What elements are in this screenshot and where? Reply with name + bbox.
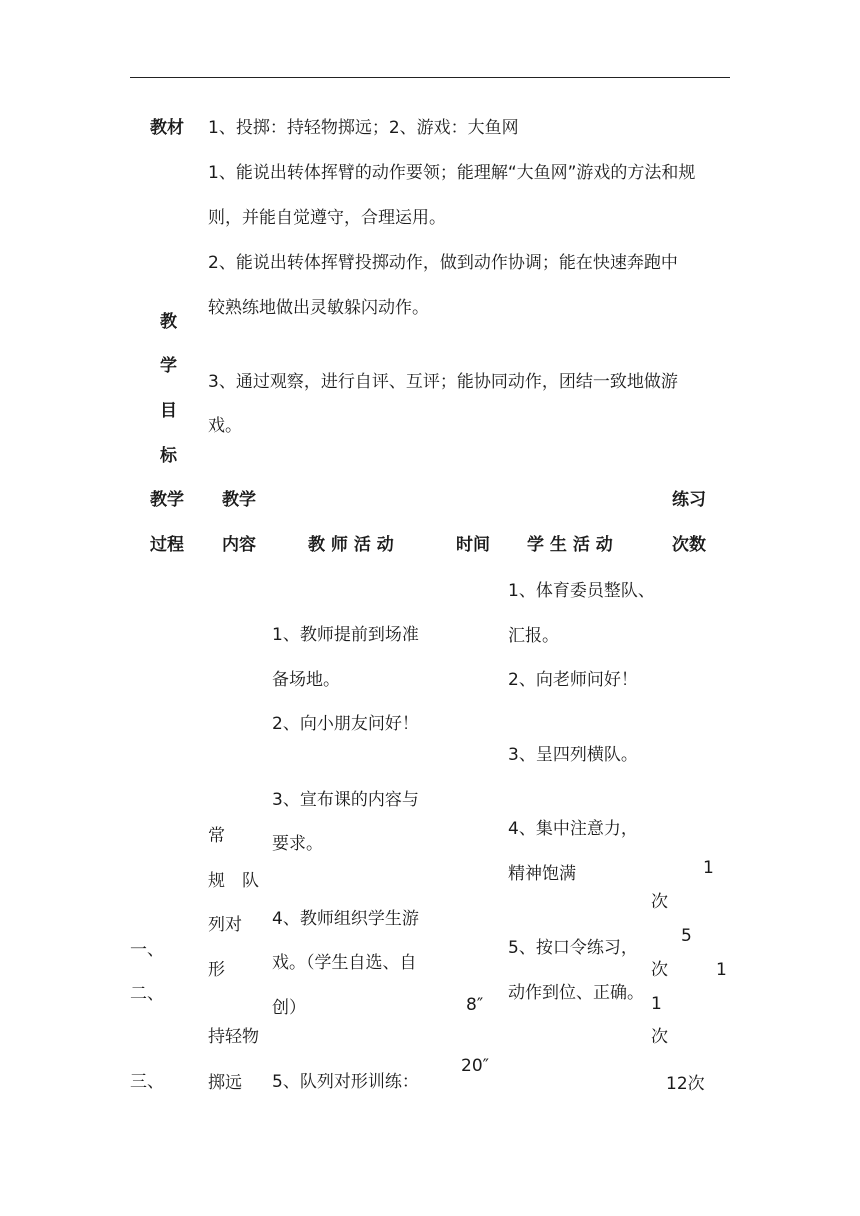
objectives-label-char: 教 bbox=[160, 312, 177, 332]
teacher-activity-text: 5、队列对形训练： bbox=[272, 1072, 419, 1092]
header-process: 过程 bbox=[150, 535, 184, 555]
teacher-activity-text: 备场地。 bbox=[272, 670, 340, 690]
content-text: 常 bbox=[208, 826, 225, 846]
teacher-activity-text: 2、向小朋友问好！ bbox=[272, 714, 419, 734]
student-activity-text: 汇报。 bbox=[508, 626, 559, 646]
content-text: 形 bbox=[208, 960, 225, 980]
practice-count: 次 bbox=[651, 892, 668, 912]
time-value: 8″ bbox=[466, 995, 484, 1015]
objective-1-line-2: 则，并能自觉遵守，合理运用。 bbox=[208, 208, 446, 228]
process-step: 二、 bbox=[130, 984, 164, 1004]
content-text: 掷远 bbox=[208, 1073, 242, 1093]
material-content: 1、投掷：持轻物掷远；2、游戏：大鱼网 bbox=[208, 118, 519, 138]
objective-3-line-2: 戏。 bbox=[208, 416, 242, 436]
objective-2-line-1: 2、能说出转体挥臂投掷动作，做到动作协调；能在快速奔跑中 bbox=[208, 253, 678, 273]
content-text: 持轻物 bbox=[208, 1027, 259, 1047]
header-content: 内容 bbox=[222, 535, 256, 555]
student-activity-text: 动作到位、正确。 bbox=[508, 983, 644, 1003]
teacher-activity-text: 要求。 bbox=[272, 834, 323, 854]
teacher-activity-text: 创） bbox=[272, 998, 306, 1018]
practice-count: 1 bbox=[716, 960, 727, 980]
process-step: 三、 bbox=[130, 1072, 164, 1092]
student-activity-text: 4、集中注意力， bbox=[508, 819, 638, 839]
student-activity-text: 3、呈四列横队。 bbox=[508, 745, 638, 765]
practice-count: 次 bbox=[651, 960, 668, 980]
content-text: 规 队 bbox=[208, 871, 259, 891]
objectives-label-char: 学 bbox=[160, 356, 177, 376]
material-label: 教材 bbox=[150, 118, 184, 138]
objectives-label-char: 标 bbox=[160, 446, 177, 466]
objective-3-line-1: 3、通过观察，进行自评、互评；能协同动作，团结一致地做游 bbox=[208, 372, 678, 392]
objective-1-line-1: 1、能说出转体挥臂的动作要领；能理解“大鱼网”游戏的方法和规 bbox=[208, 163, 696, 183]
practice-count: 12次 bbox=[666, 1074, 705, 1094]
student-activity-text: 5、按口令练习， bbox=[508, 938, 638, 958]
header-teacher-activity: 教 师 活 动 bbox=[308, 535, 394, 555]
objective-2-line-2: 较熟练地做出灵敏躲闪动作。 bbox=[208, 298, 429, 318]
teacher-activity-text: 戏。（学生自选、自 bbox=[272, 953, 417, 973]
header-practice-count: 次数 bbox=[672, 535, 706, 555]
header-process: 教学 bbox=[150, 490, 184, 510]
objectives-label-char: 目 bbox=[160, 401, 177, 421]
teacher-activity-text: 3、宣布课的内容与 bbox=[272, 790, 419, 810]
practice-count: 1 bbox=[703, 858, 714, 878]
top-rule bbox=[130, 77, 730, 78]
process-step: 一、 bbox=[130, 940, 164, 960]
header-content: 教学 bbox=[222, 490, 256, 510]
content-text: 列对 bbox=[208, 915, 242, 935]
header-student-activity: 学 生 活 动 bbox=[527, 535, 613, 555]
practice-count: 1 bbox=[651, 994, 662, 1014]
teacher-activity-text: 4、教师组织学生游 bbox=[272, 909, 419, 929]
header-time: 时间 bbox=[456, 535, 490, 555]
practice-count: 5 bbox=[681, 926, 692, 946]
time-value: 20″ bbox=[461, 1056, 489, 1076]
practice-count: 次 bbox=[651, 1027, 668, 1047]
student-activity-text: 精神饱满 bbox=[508, 864, 576, 884]
header-practice-count: 练习 bbox=[672, 490, 706, 510]
teacher-activity-text: 1、教师提前到场准 bbox=[272, 625, 419, 645]
student-activity-text: 2、向老师问好！ bbox=[508, 670, 638, 690]
student-activity-text: 1、体育委员整队、 bbox=[508, 581, 655, 601]
